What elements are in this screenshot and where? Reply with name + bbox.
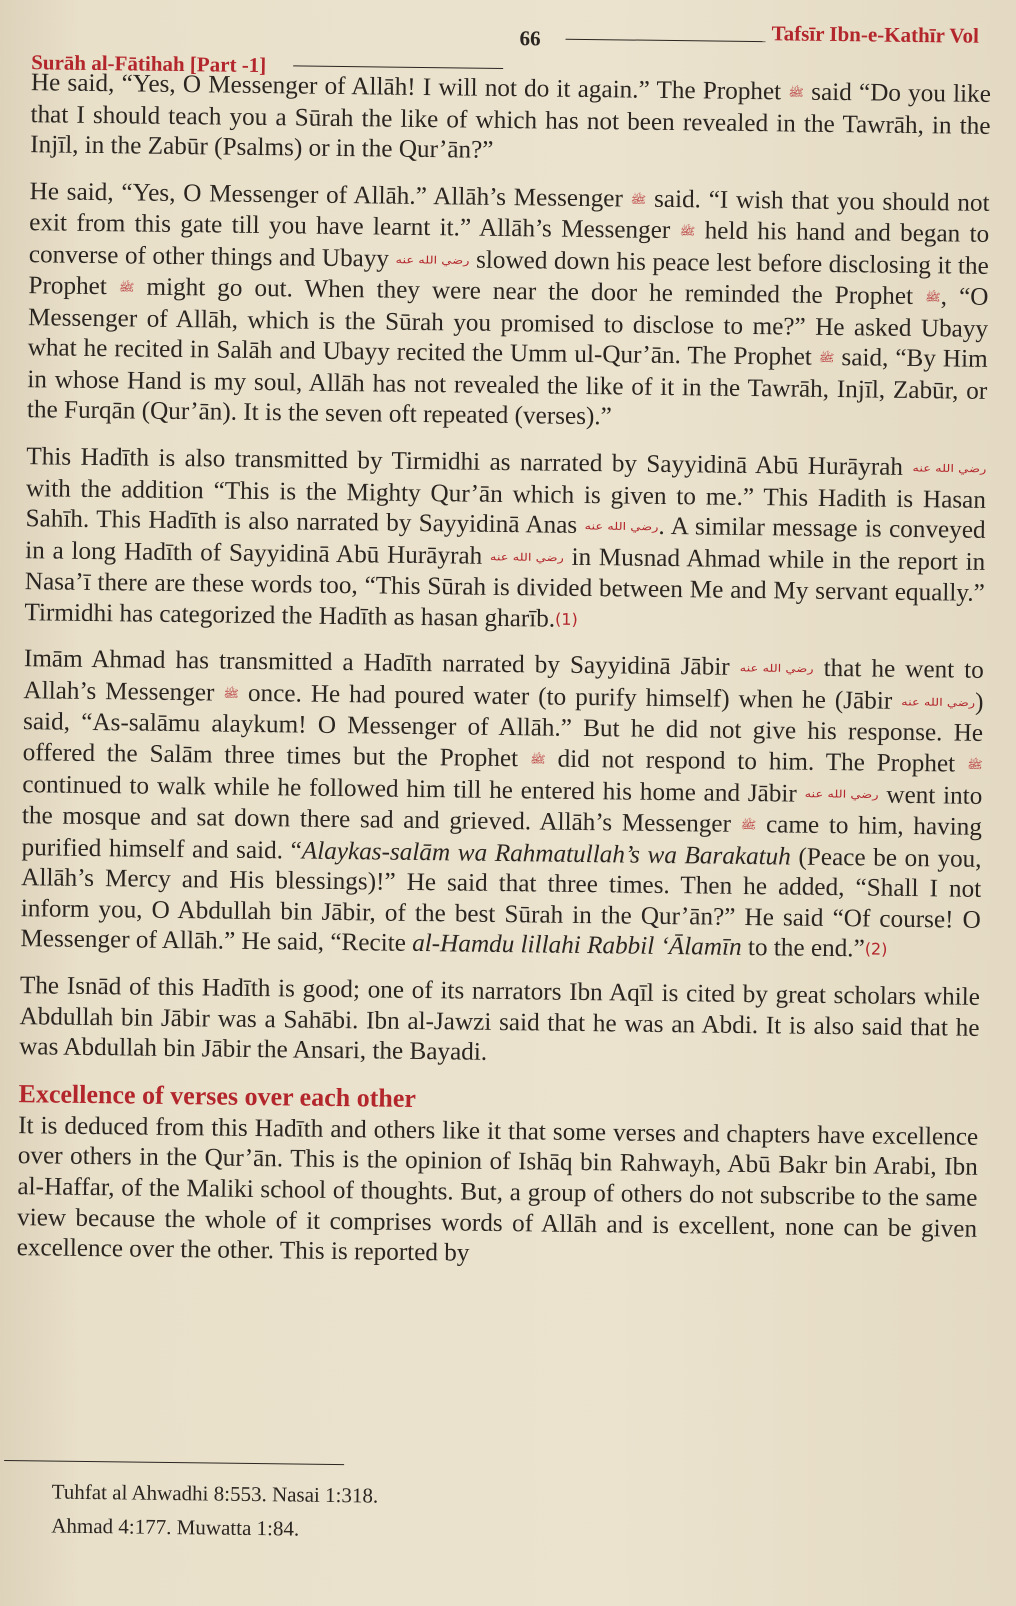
companion-honorific-icon: رضي الله عنه bbox=[395, 253, 470, 267]
footnote-rule bbox=[4, 1460, 344, 1465]
page-number: 66 bbox=[519, 26, 541, 51]
text-segment: in Musnad Ahmad while in the report in Nasa’ī there are these words too, “This Sūrah is divided between Me and My servant equally.” Tirmidhi has categorized the Hadīth as hasan gharīb. bbox=[24, 543, 986, 633]
companion-honorific-icon: رضي الله عنه bbox=[912, 462, 987, 476]
header-rule-right bbox=[566, 39, 766, 42]
salutation-icon: ﷺ bbox=[788, 87, 805, 100]
footnote-2: Ahmad 4:177. Muwatta 1:84. bbox=[51, 1513, 300, 1541]
header-rule-left bbox=[293, 65, 503, 69]
paragraph-4 bbox=[20, 645, 984, 967]
salutation-icon: ﷺ bbox=[924, 291, 941, 305]
text-segment: went into the mosque and sat down there sad and grieved. Allāh’s Messenger bbox=[21, 781, 983, 838]
text-segment: that he went to Allah’s Messenger bbox=[23, 655, 985, 707]
text-segment: said, “By Him in whose Hand is my soul, Allāh has not revealed the like of it in the Tawrāh, Injīl, Zabūr, or the Furqān (Qur’ān). It is the seven oft repeated (verses).” bbox=[26, 344, 988, 431]
paragraph-5: The Isnād of this Hadīth is good; one of its narrators Ibn Aqīl is cited by great scholars while Abdullah bin Jābir was a Sahābi. Ibn al-Jawzi said that he was an Abdi. It is also said that he was Abdullah bin Jābir the Ansari, the Bayadi. bbox=[19, 972, 981, 1066]
text-segment: This Hadīth is also transmitted by Tirmidhi as narrated by Sayyidinā Abū Hurāyrah bbox=[26, 443, 913, 482]
text-segment: did not respond to him. The Prophet bbox=[545, 745, 968, 778]
footnote-ref-1[interactable]: (1) bbox=[554, 609, 578, 629]
paragraph-2 bbox=[27, 177, 990, 438]
section-heading: Excellence of verses over each other bbox=[18, 1078, 417, 1113]
salutation-icon: ﷺ bbox=[679, 225, 696, 239]
text-segment: said “Do you like that I should teach you a Sūrah the like of which has not been revealed in the Tawrāh, in the Injīl, in the Zabūr (Psalms) or in the Qur’ān?” bbox=[30, 78, 992, 164]
paragraph-1 bbox=[30, 68, 991, 172]
text-segment: , “O Messenger of Allāh, which is the Sūrah you promised to disclose to me?” He asked Ubayy what he recited in Salāh and Ubayy recited the Umm ul-Qur’ān. The Prophet bbox=[27, 283, 989, 372]
salutation-icon: ﷺ bbox=[630, 193, 647, 206]
chapter-title: Surāh al-Fātihah [Part -1] bbox=[31, 50, 267, 78]
text-segment: might go out. When they were near the door he reminded the Prophet bbox=[134, 273, 926, 311]
text-segment: . A similar message is conveyed in a long Hadīth of Sayyidinā Abū Hurāyrah bbox=[25, 513, 986, 570]
companion-honorific-icon: رضي الله عنه bbox=[804, 788, 879, 802]
salutation-icon: ﷺ bbox=[223, 688, 240, 701]
text-segment: He said, “Yes, O Messenger of Allāh! I will not do it again.” The Prophet bbox=[30, 69, 789, 106]
running-head bbox=[31, 12, 1008, 78]
text-segment: (Peace be on you, Allāh’s Mercy and His blessings)!” He said that three times. Then he added, “Shall I not inform you, O Abdullah bin Jābir, of the best Sūrah in the Qur’ān?” He said “Of course! O Messenger of Allāh.” He said, “Recite bbox=[20, 843, 982, 958]
companion-honorific-icon: رضي الله عنه bbox=[489, 551, 564, 564]
companion-honorific-icon: رضي الله عنه bbox=[901, 696, 976, 710]
text-segment: Imām Ahmad has transmitted a Hadīth narrated by Sayyidinā Jābir bbox=[23, 645, 740, 682]
footnote-ref-2[interactable]: (2) bbox=[864, 939, 888, 960]
italic-phrase: al-Hamdu lillahi Rabbil ‘Ālamīn bbox=[411, 930, 742, 962]
salutation-icon: ﷺ bbox=[740, 819, 757, 832]
companion-honorific-icon: رضي الله عنه bbox=[739, 662, 814, 676]
text-segment: came to him, having purified himself and said. “ bbox=[21, 811, 983, 865]
text-segment: said. “I wish that you should not exit from this gate till you have learnt it.” Allāh’s Messenger bbox=[29, 185, 990, 245]
text-segment: once. He had poured water (to purify himself) when he (Jābir bbox=[238, 679, 902, 715]
salutation-icon: ﷺ bbox=[529, 753, 546, 767]
text-segment: slowed down his peace lest before disclosing it the Prophet bbox=[28, 246, 989, 301]
salutation-icon: ﷺ bbox=[818, 352, 835, 365]
text-segment: to the end.” bbox=[741, 934, 865, 963]
text-segment: ) said, “As-salāmu alaykum! O Messenger of Allāh.” But he did not give his response. He offered the Salām three times but the Prophet bbox=[22, 688, 984, 773]
companion-honorific-icon: رضي الله عنه bbox=[584, 520, 659, 534]
salutation-icon: ﷺ bbox=[966, 759, 983, 772]
footnote-1: Tuhfat al Ahwadhi 8:553. Nasai 1:318. bbox=[51, 1479, 379, 1508]
section-paragraph: It is deduced from this Hadīth and others like it that some verses and chapters have excellence over others in the Qur’ān. This is the opinion of Ishāq bin Rahwayh, Abū Bakr bin Arabi, Ibn al-Haffar, of the Maliki school of thoughts. But, a group of others do not subscribe to the same view because the whole of it comprises words of Allāh and is excellent, none can be given excellence over the other. This is reported by bbox=[16, 1111, 979, 1267]
body-text bbox=[16, 68, 991, 1291]
italic-phrase: Alaykas-salām wa Rahmatullah’s wa Barakatuh bbox=[301, 837, 792, 871]
text-segment: with the addition “This is the Mighty Qur’ān which is given to me.” This Hadith is Hasan Sahīh. This Hadīth is also narrated by Sayyidinā Anas bbox=[25, 474, 987, 540]
text-segment: He said, “Yes, O Messenger of Allāh.” Allāh’s Messenger bbox=[29, 177, 631, 213]
book-title: Tafsīr Ibn-e-Kathīr Vol bbox=[771, 21, 980, 48]
paragraph-3 bbox=[24, 442, 986, 640]
text-segment: continued to walk while he followed him till he entered his home and Jābir bbox=[22, 770, 805, 808]
text-segment: held his hand and began to converse of other things and Ubayy bbox=[28, 217, 990, 273]
salutation-icon: ﷺ bbox=[118, 282, 135, 295]
footnotes bbox=[51, 1475, 378, 1547]
